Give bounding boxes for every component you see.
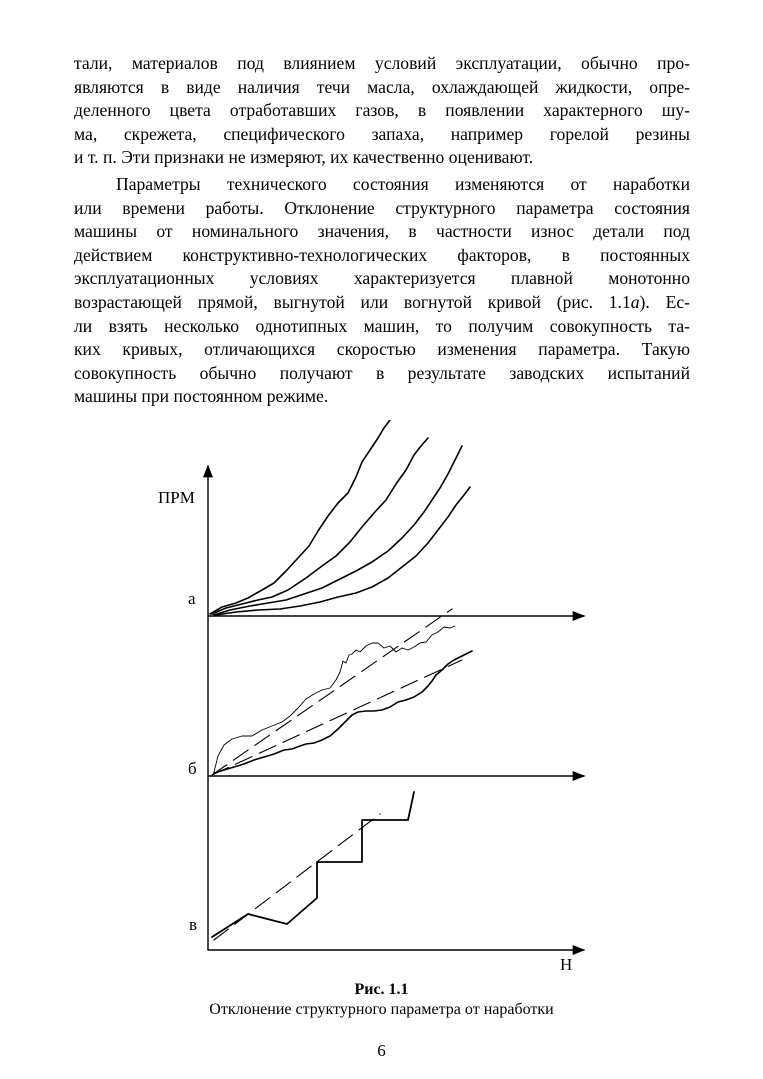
trend-v	[214, 814, 380, 940]
text-line: тали, материалов под влиянием условий эксплуатации, обычно про-	[74, 53, 690, 73]
figure-caption-title: Рис. 1.1	[354, 981, 409, 998]
trend-b-1	[212, 609, 452, 775]
x-axis-label: Н	[560, 955, 573, 974]
text-fragment: возрастающей прямой, выгнутой или вогнутой кривой (рис. 1.1	[74, 291, 631, 312]
text-line: или времени работы. Отклонение структурного параметра состояния	[74, 197, 690, 218]
paragraph-1	[74, 52, 690, 170]
text-line: ма, скрежета, специфического запаха, например горелой резины	[74, 123, 690, 144]
curve-a-2	[212, 438, 428, 614]
curve-a-3	[214, 446, 462, 615]
figure-ref-letter: а	[630, 291, 640, 312]
text-line: машины от номинального значения, в частности износ детали под	[74, 221, 690, 242]
text-line: ких кривых, отличающихся скоростью изменения параметра. Такую	[74, 339, 690, 360]
figure-caption-text: Отклонение структурного параметра от наработки	[209, 1001, 554, 1018]
panel-label-a: а	[188, 589, 196, 608]
text-line: машины при постоянном режиме.	[74, 386, 329, 407]
noisy-curve-b-1	[214, 626, 455, 772]
text-line: совокупность обычно получают в результате заводских испытаний	[74, 362, 690, 383]
noisy-curve-b-2	[214, 651, 472, 773]
text-line: действием конструктивно-технологических факторов, в постоянных	[74, 244, 690, 265]
panel-label-b: б	[188, 759, 197, 778]
text-line: эксплуатационных условиях характеризуется плавной монотонно	[74, 268, 690, 289]
curve-a-4	[216, 487, 470, 615]
panel-label-v: в	[189, 915, 198, 934]
y-axis-label: ПРМ	[158, 488, 195, 507]
text-fragment: ). Ес-	[639, 291, 690, 312]
text-line: Параметры технического состояния изменяются от наработки	[116, 174, 690, 194]
page-number: 6	[377, 1041, 386, 1060]
paragraph-2	[74, 173, 690, 409]
text-line: являются в виде наличия течи масла, охлаждающей жидкости, опре-	[74, 76, 690, 97]
step-curve-v	[212, 792, 414, 937]
figure-1-1	[0, 420, 763, 980]
text-line: и т. п. Эти признаки не измеряют, их качественно оценивают.	[74, 147, 534, 168]
text-line: ли взять несколько однотипных машин, то получим совокупность та-	[74, 315, 690, 336]
text-line	[74, 291, 690, 315]
curve-a-1	[210, 420, 390, 614]
text-line: деленного цвета отработавших газов, в появлении характерного шу-	[74, 100, 690, 121]
